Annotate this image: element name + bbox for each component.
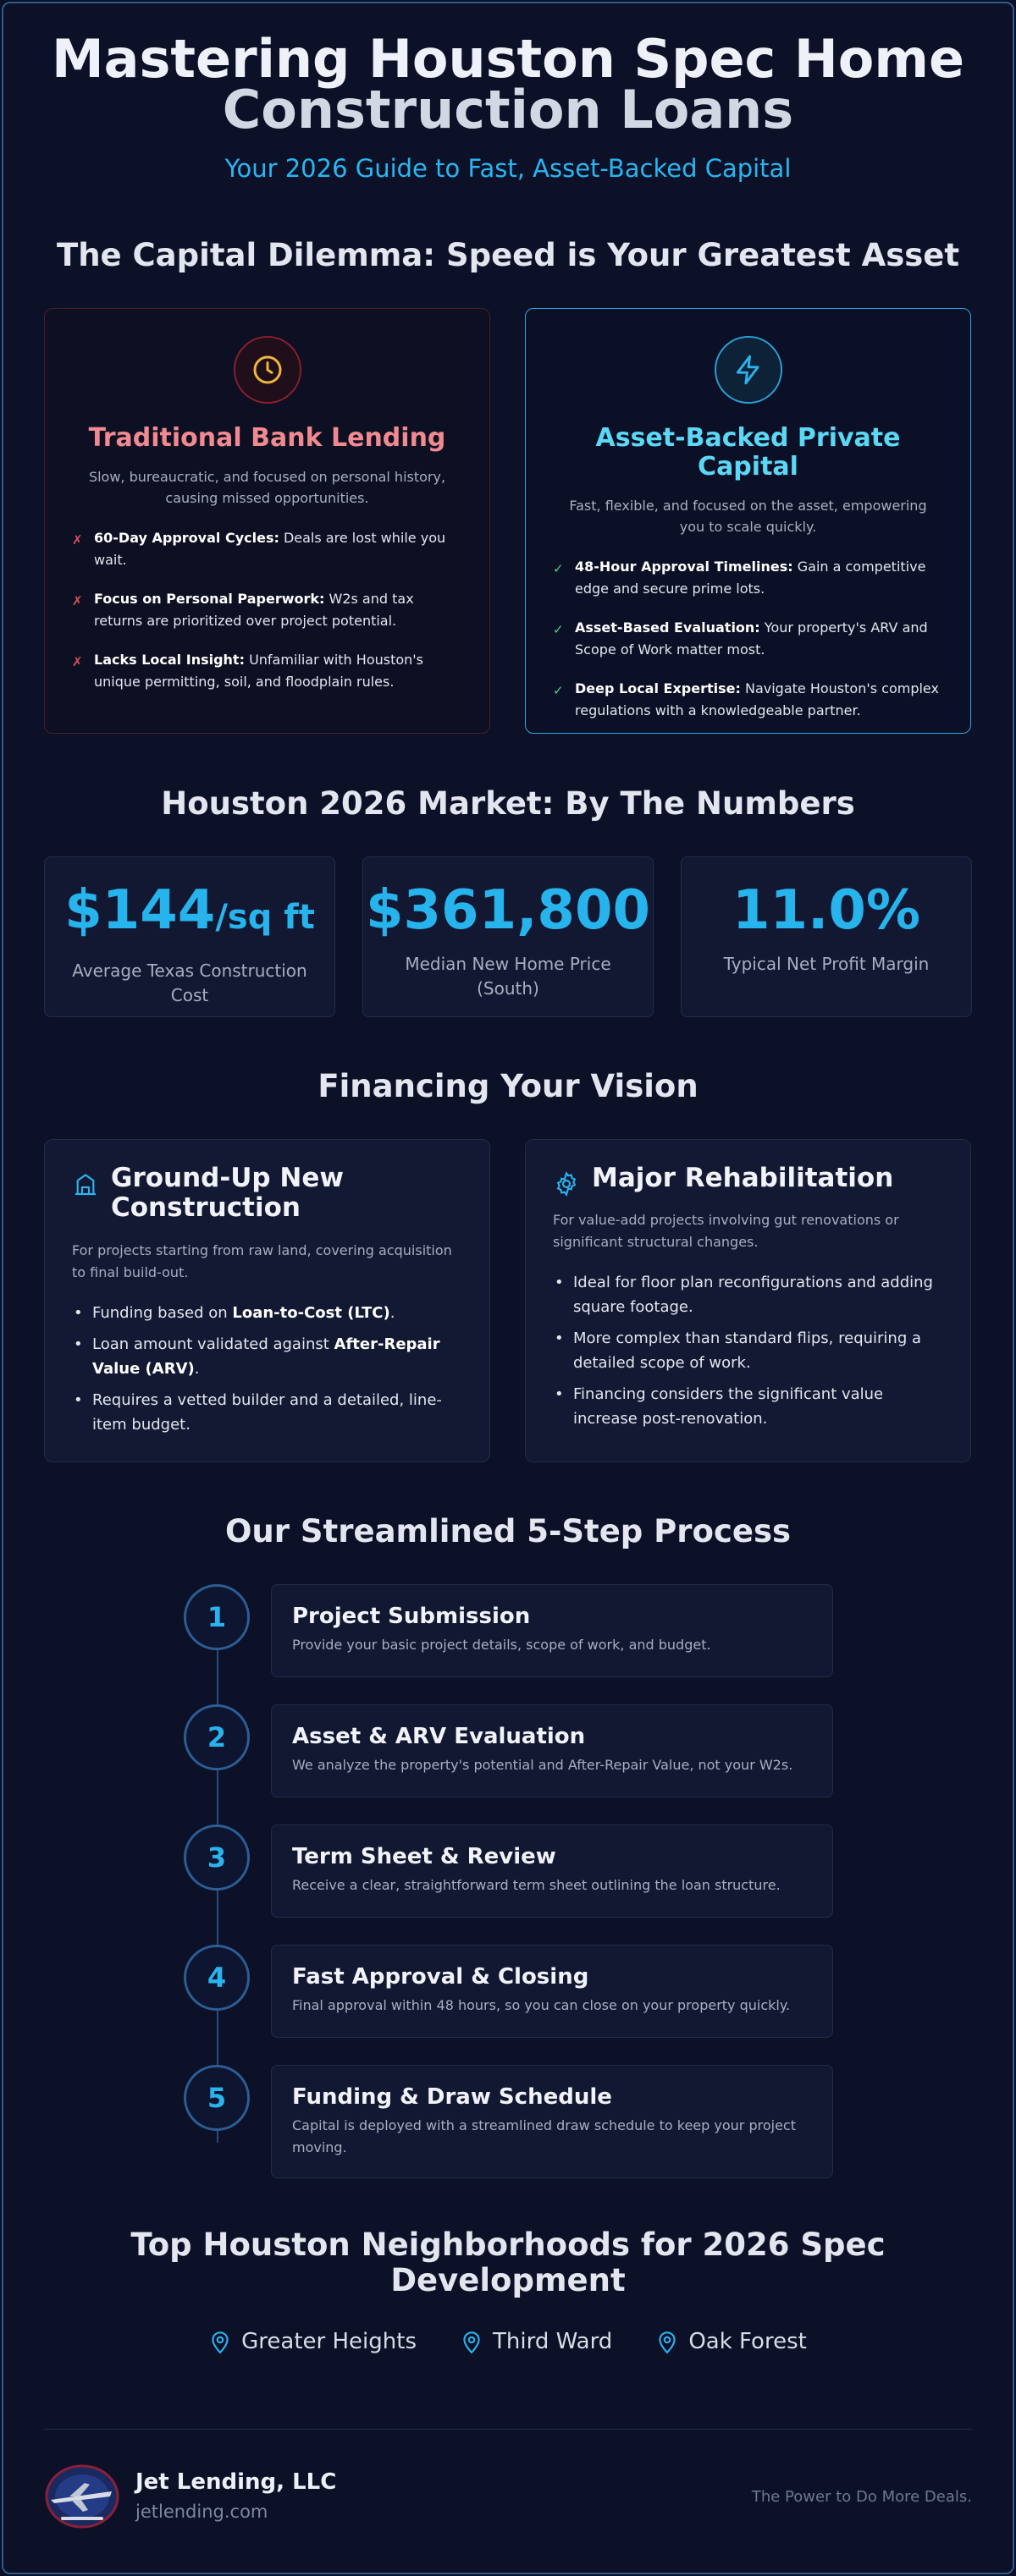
stat-value: 11.0% bbox=[732, 879, 921, 942]
ground-up-list bbox=[72, 1301, 456, 1444]
neighborhood-label: Greater Heights bbox=[241, 2329, 417, 2354]
step-title: Project Submission bbox=[292, 1604, 531, 1629]
step-desc: We analyze the property's potential and After-Repair Value, not your W2s. bbox=[292, 1757, 793, 1773]
clock-icon bbox=[234, 336, 301, 404]
bank-lending-card bbox=[44, 308, 490, 734]
neighborhoods-list bbox=[0, 2329, 1016, 2354]
map-pin-icon bbox=[461, 2329, 483, 2354]
ground-up-desc: For projects starting from raw land, covering acquisition to final build-out. bbox=[72, 1242, 452, 1280]
list-item: • Requires a vetted builder and a detailed, line-item budget. bbox=[72, 1388, 456, 1437]
stat-value: $361,800 bbox=[365, 879, 651, 942]
gear-icon bbox=[553, 1170, 580, 1197]
rehab-desc: For value-add projects involving gut renovations or significant structural changes. bbox=[553, 1212, 899, 1250]
step-desc: Provide your basic project details, scope of work, and budget. bbox=[292, 1637, 711, 1653]
process-heading: Our Streamlined 5-Step Process bbox=[224, 1513, 792, 1549]
step-title: Term Sheet & Review bbox=[292, 1844, 556, 1869]
ground-up-card bbox=[44, 1139, 490, 1462]
stat-card-home-price bbox=[362, 856, 654, 1017]
list-item: • More complex than standard flips, requiring a detailed scope of work. bbox=[553, 1326, 936, 1375]
stat-label: Average Texas Construction Cost bbox=[72, 960, 307, 1005]
check-icon: ✓ bbox=[553, 683, 564, 698]
list-item: • Funding based on Loan-to-Cost (LTC). bbox=[72, 1301, 456, 1325]
list-item: ✗ Focus on Personal Paperwork: W2s and tax returns are prioritized over project potential. bbox=[72, 588, 459, 632]
list-item: ✓ Deep Local Expertise: Navigate Houston's complex regulations with a knowledgeable partner. bbox=[553, 678, 940, 722]
brand-name: Jet Lending, LLC bbox=[135, 2469, 337, 2495]
neighborhood-item bbox=[461, 2329, 612, 2354]
neighborhood-item bbox=[209, 2329, 417, 2354]
private-card-title: Asset-Backed Private Capital bbox=[595, 423, 901, 482]
stat-label: Typical Net Profit Margin bbox=[723, 954, 930, 974]
cross-icon: ✗ bbox=[72, 654, 83, 669]
step-card bbox=[271, 1704, 833, 1797]
neighborhoods-heading: Top Houston Neighborhoods for 2026 Spec Development bbox=[130, 2226, 886, 2298]
stat-label: Median New Home Price (South) bbox=[405, 954, 611, 999]
rehab-card bbox=[525, 1139, 971, 1462]
step-desc: Capital is deployed with a streamlined draw schedule to keep your project moving. bbox=[292, 2117, 796, 2155]
financing-heading: Financing Your Vision bbox=[318, 1068, 698, 1104]
title-line-2: Construction Loans bbox=[222, 79, 794, 140]
tagline: The Power to Do More Deals. bbox=[751, 2488, 972, 2506]
stat-value: $144/sq ft bbox=[64, 879, 315, 942]
bank-card-title: Traditional Bank Lending bbox=[88, 423, 446, 453]
neighborhood-item bbox=[656, 2329, 807, 2354]
step-desc: Final approval within 48 hours, so you can close on your property quickly. bbox=[292, 1997, 791, 2013]
list-item: • Ideal for floor plan reconfigurations and adding square footage. bbox=[553, 1270, 936, 1319]
stat-card-profit-margin bbox=[681, 856, 972, 1017]
step-title: Fast Approval & Closing bbox=[292, 1964, 589, 1990]
list-item: • Loan amount validated against After-Repair Value (ARV). bbox=[72, 1332, 456, 1381]
list-item: ✓ Asset-Based Evaluation: Your property's ARV and Scope of Work matter most. bbox=[553, 617, 940, 661]
private-card-desc: Fast, flexible, and focused on the asset, empowering you to scale quickly. bbox=[569, 498, 927, 535]
neighborhood-label: Oak Forest bbox=[688, 2329, 807, 2354]
step-desc: Receive a clear, straightforward term sheet outlining the loan structure. bbox=[292, 1877, 781, 1893]
list-item: ✓ 48-Hour Approval Timelines: Gain a competitive edge and secure prime lots. bbox=[553, 556, 940, 600]
neighborhood-label: Third Ward bbox=[493, 2329, 613, 2354]
rehab-list bbox=[553, 1270, 936, 1438]
list-item: ✗ 60-Day Approval Cycles: Deals are lost while you wait. bbox=[72, 527, 459, 571]
website-link[interactable]: jetlending.com bbox=[135, 2502, 268, 2522]
step-number: 5 bbox=[184, 2065, 250, 2131]
check-icon: ✓ bbox=[553, 622, 564, 637]
bank-card-desc: Slow, bureaucratic, and focused on personal history, causing missed opportunities. bbox=[88, 469, 446, 506]
step-card bbox=[271, 2065, 833, 2178]
building-icon bbox=[72, 1170, 99, 1197]
step-title: Funding & Draw Schedule bbox=[292, 2084, 612, 2110]
step-number: 1 bbox=[184, 1584, 250, 1650]
step-number: 4 bbox=[184, 1945, 250, 2011]
list-item: ✗ Lacks Local Insight: Unfamiliar with Houston's unique permitting, soil, and floodplain rules. bbox=[72, 649, 459, 693]
page-subtitle: Your 2026 Guide to Fast, Asset-Backed Capital bbox=[224, 154, 792, 183]
title-line-1: Mastering Houston Spec Home bbox=[51, 28, 965, 90]
step-number: 3 bbox=[184, 1825, 250, 1891]
cross-icon: ✗ bbox=[72, 532, 83, 548]
market-heading: Houston 2026 Market: By The Numbers bbox=[161, 785, 855, 822]
step-number: 2 bbox=[184, 1704, 250, 1770]
jet-lending-logo[interactable] bbox=[44, 2463, 120, 2530]
step-card bbox=[271, 1584, 833, 1677]
map-pin-icon bbox=[656, 2329, 678, 2354]
map-pin-icon bbox=[209, 2329, 231, 2354]
bank-points-list bbox=[72, 527, 459, 710]
rehab-title: Major Rehabilitation bbox=[592, 1163, 894, 1193]
step-title: Asset & ARV Evaluation bbox=[292, 1724, 586, 1749]
footer-divider bbox=[44, 2429, 972, 2430]
check-icon: ✓ bbox=[553, 561, 564, 576]
stat-card-construction-cost bbox=[44, 856, 335, 1017]
private-capital-card bbox=[525, 308, 971, 734]
dilemma-heading: The Capital Dilemma: Speed is Your Greatest Asset bbox=[56, 237, 960, 273]
list-item: • Financing considers the significant value increase post-renovation. bbox=[553, 1382, 936, 1431]
step-card bbox=[271, 1945, 833, 2038]
private-points-list bbox=[553, 556, 940, 739]
cross-icon: ✗ bbox=[72, 593, 83, 608]
ground-up-title: Ground-Up New Construction bbox=[111, 1163, 344, 1223]
page-title bbox=[0, 28, 1016, 140]
step-card bbox=[271, 1825, 833, 1918]
lightning-icon bbox=[715, 336, 782, 404]
